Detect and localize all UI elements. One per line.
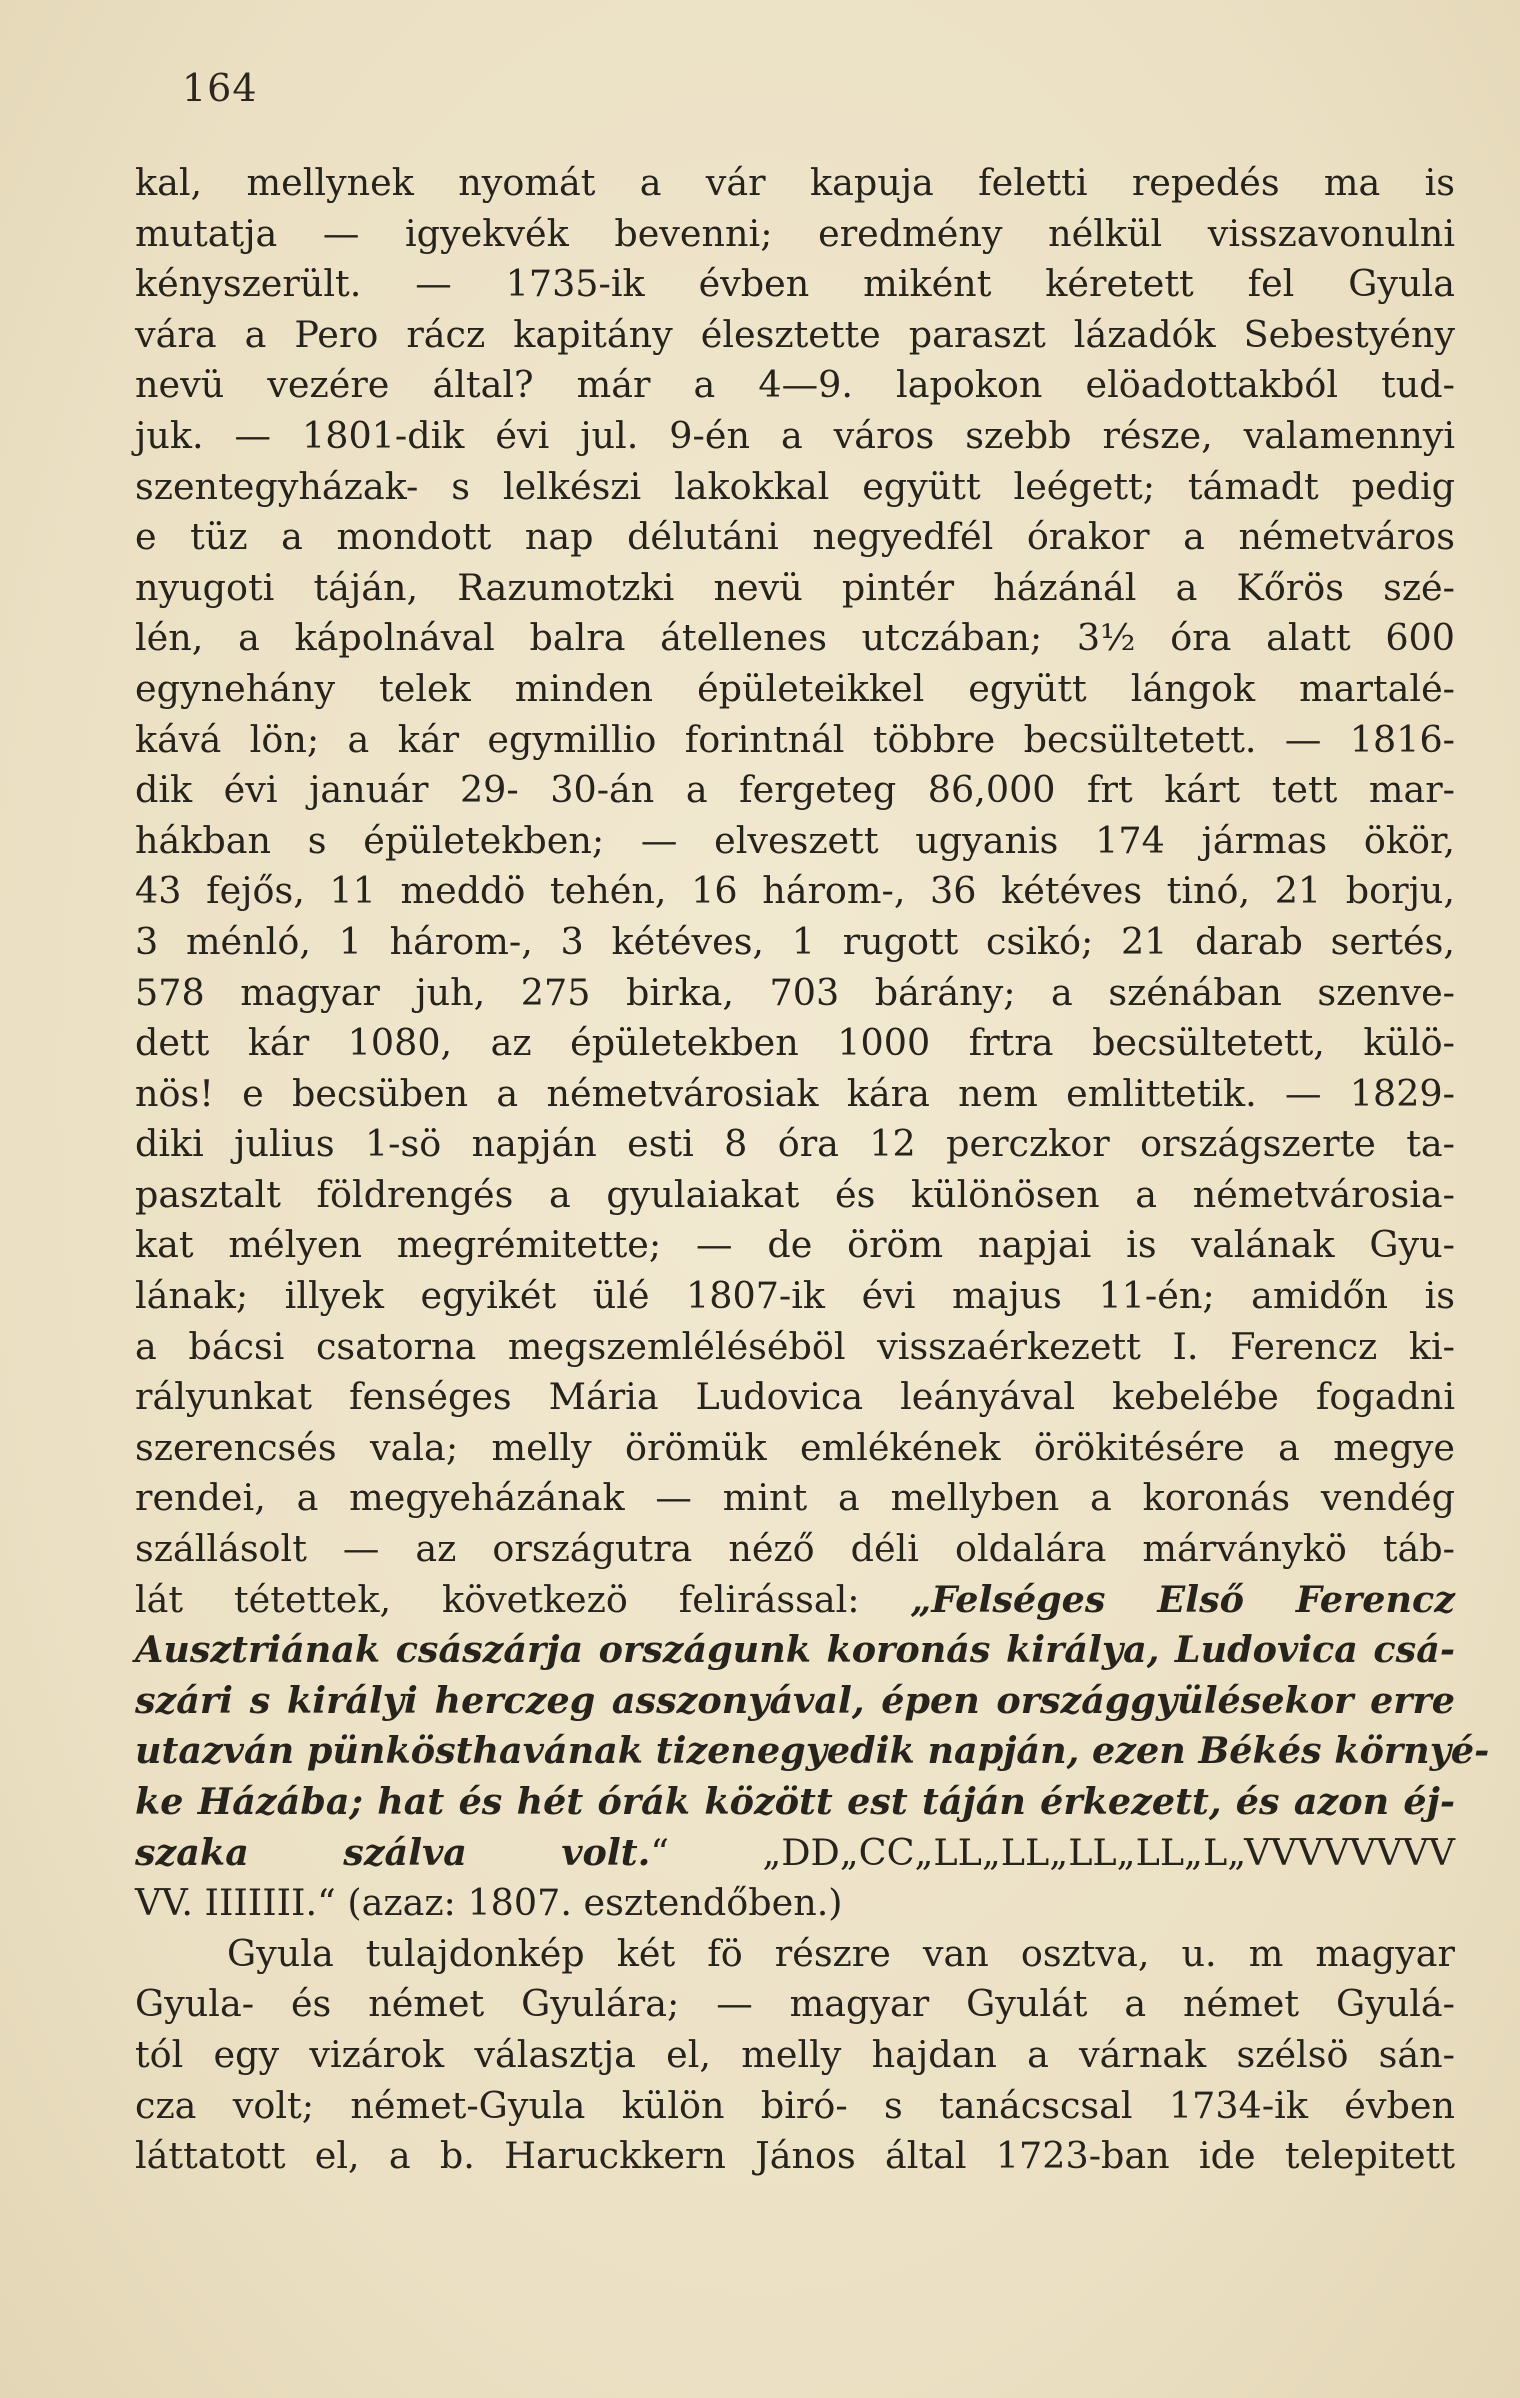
text-line — [135, 1726, 1490, 1777]
text-line — [135, 1170, 1455, 1221]
line-text: hákban s épületekben; — elveszett ugyanis 174 jármas ökör, — [135, 818, 1455, 862]
line-text: szállásolt — az országutra néző déli oldalára márványkö táb- — [135, 1527, 1455, 1571]
text-line — [135, 1524, 1455, 1575]
inscription-text: szári s királyi herczeg asszonyával, épen országgyülésekor erre — [135, 1678, 1455, 1722]
line-text: lának; illyek egyikét ülé 1807-ik évi majus 11-én; amidőn is — [135, 1274, 1455, 1318]
line-text: 3 ménló, 1 három-, 3 kétéves, 1 rugott csikó; 21 darab sertés, — [135, 919, 1455, 963]
text-line — [135, 1473, 1455, 1524]
text-line — [135, 2081, 1455, 2132]
text-line — [135, 1069, 1455, 1120]
line-text: kává lön; a kár egymillio forintnál többre becsültetett. — 1816- — [135, 717, 1455, 761]
text-line — [135, 2131, 1455, 2182]
text-line — [135, 563, 1455, 614]
text-line — [135, 1828, 1455, 1879]
text-line — [135, 1979, 1455, 2030]
line-text: szerencsés vala; melly örömük emlékének örökitésére a megye — [135, 1425, 1455, 1469]
inscription-text: szaka szálva volt. — [135, 1830, 651, 1874]
text-line — [135, 715, 1455, 766]
text-line — [135, 1119, 1455, 1170]
line-text: rendei, a megyeházának — mint a mellyben a koronás vendég — [135, 1476, 1455, 1520]
text-line — [135, 765, 1455, 816]
page-number: 164 — [182, 66, 258, 110]
text-line — [135, 1777, 1455, 1828]
line-text: a bácsi csatorna megszemléléséböl visszaérkezett I. Ferencz ki- — [135, 1324, 1455, 1368]
line-text: vára a Pero rácz kapitány élesztette paraszt lázadók Sebestyény — [135, 312, 1455, 356]
line-text: rályunkat fenséges Mária Ludovica leányával kebelébe fogadni — [135, 1375, 1455, 1419]
text-line — [135, 1625, 1455, 1676]
line-text: lén, a kápolnával balra átellenes utczában; 3½ óra alatt 600 — [135, 616, 1455, 660]
line-text: VV. IIIIIII.“ (azaz: 1807. esztendőben.) — [135, 1881, 843, 1925]
line-text: e tüz a mondott nap délutáni negyedfél órakor a németváros — [135, 515, 1455, 559]
text-line — [135, 512, 1455, 563]
line-text: “ „DD„CC„LL„LL„LL„LL„L„VVVVVVVV — [650, 1830, 1455, 1874]
text-line — [135, 1271, 1455, 1322]
line-text: nyugoti táján, Razumotzki nevü pintér házánál a Kőrös szé- — [135, 565, 1455, 609]
line-text: kényszerült. — 1735-ik évben miként kéretett fel Gyula — [135, 262, 1455, 306]
text-line — [135, 2030, 1455, 2081]
text-line — [135, 968, 1455, 1019]
inscription-text: utazván pünkösthavának tizenegyedik napján, ezen Békés környé- — [135, 1729, 1490, 1773]
line-text: kat mélyen megrémitette; — de öröm napjai is valának Gyu- — [135, 1223, 1455, 1267]
text-line — [135, 917, 1455, 968]
line-text: nevü vezére által? már a 4—9. lapokon elöadottakból tud- — [135, 363, 1455, 407]
line-text: Gyula tulajdonkép két fö részre van osztva, u. m magyar — [227, 1931, 1455, 1975]
line-text: lát tétettek, következö felirással: — [135, 1577, 911, 1621]
line-text: dett kár 1080, az épületekben 1000 frtra becsültetett, külö- — [135, 1021, 1455, 1065]
line-text: 43 fejős, 11 meddö tehén, 16 három-, 36 kétéves tinó, 21 borju, — [135, 869, 1455, 913]
line-text: pasztalt földrengés a gyulaiakat és különösen a németvárosia- — [135, 1172, 1455, 1216]
text-line — [135, 1575, 1455, 1626]
text-line — [135, 1878, 1455, 1929]
text-line — [135, 866, 1455, 917]
line-text: nös! e becsüben a németvárosiak kára nem emlittetik. — 1829- — [135, 1071, 1455, 1115]
line-text: cza volt; német-Gyula külön biró- s tanácscsal 1734-ik évben — [135, 2083, 1455, 2127]
text-line — [135, 209, 1455, 260]
line-text: láttatott el, a b. Haruckkern János által 1723-ban ide telepitett — [135, 2134, 1455, 2178]
line-text: diki julius 1-sö napján esti 8 óra 12 perczkor országszerte ta- — [135, 1122, 1455, 1166]
text-line — [135, 411, 1455, 462]
text-line — [135, 1372, 1455, 1423]
inscription-text: Ausztriának császárja országunk koronás királya, Ludovica csá- — [135, 1628, 1455, 1672]
text-line — [135, 1929, 1455, 1980]
text-line — [135, 360, 1455, 411]
body-text — [135, 158, 1490, 2182]
text-line — [135, 1322, 1455, 1373]
line-text: kal, mellynek nyomát a vár kapuja feletti repedés ma is — [135, 161, 1455, 204]
line-text: dik évi január 29- 30-án a fergeteg 86,000 frt kárt tett mar- — [135, 768, 1455, 812]
line-text: szentegyházak- s lelkészi lakokkal együtt leégett; támadt pedig — [135, 464, 1455, 508]
inscription-text: „Felséges Első Ferencz — [910, 1577, 1455, 1621]
inscription-text: ke Házába; hat és hét órák között est táján érkezett, és azon éj- — [135, 1780, 1455, 1823]
text-line — [135, 613, 1455, 664]
line-text: juk. — 1801-dik évi jul. 9-én a város szebb része, valamennyi — [135, 413, 1455, 457]
text-line — [135, 158, 1455, 209]
text-line — [135, 259, 1455, 310]
text-line — [135, 1220, 1455, 1271]
line-text: egynehány telek minden épületeikkel együtt lángok martalé- — [135, 666, 1455, 710]
line-text: tól egy vizárok választja el, melly hajdan a várnak szélsö sán- — [135, 2032, 1455, 2076]
text-line — [135, 1676, 1455, 1727]
text-line — [135, 816, 1455, 867]
text-line — [135, 1423, 1455, 1474]
text-line — [135, 664, 1455, 715]
line-text: Gyula- és német Gyulára; — magyar Gyulát a német Gyulá- — [135, 1982, 1455, 2026]
text-line — [135, 462, 1455, 513]
line-text: 578 magyar juh, 275 birka, 703 bárány; a szénában szenve- — [135, 970, 1455, 1014]
text-line — [135, 310, 1455, 361]
line-text: mutatja — igyekvék bevenni; eredmény nélkül visszavonulni — [135, 211, 1455, 255]
text-line — [135, 1018, 1455, 1069]
